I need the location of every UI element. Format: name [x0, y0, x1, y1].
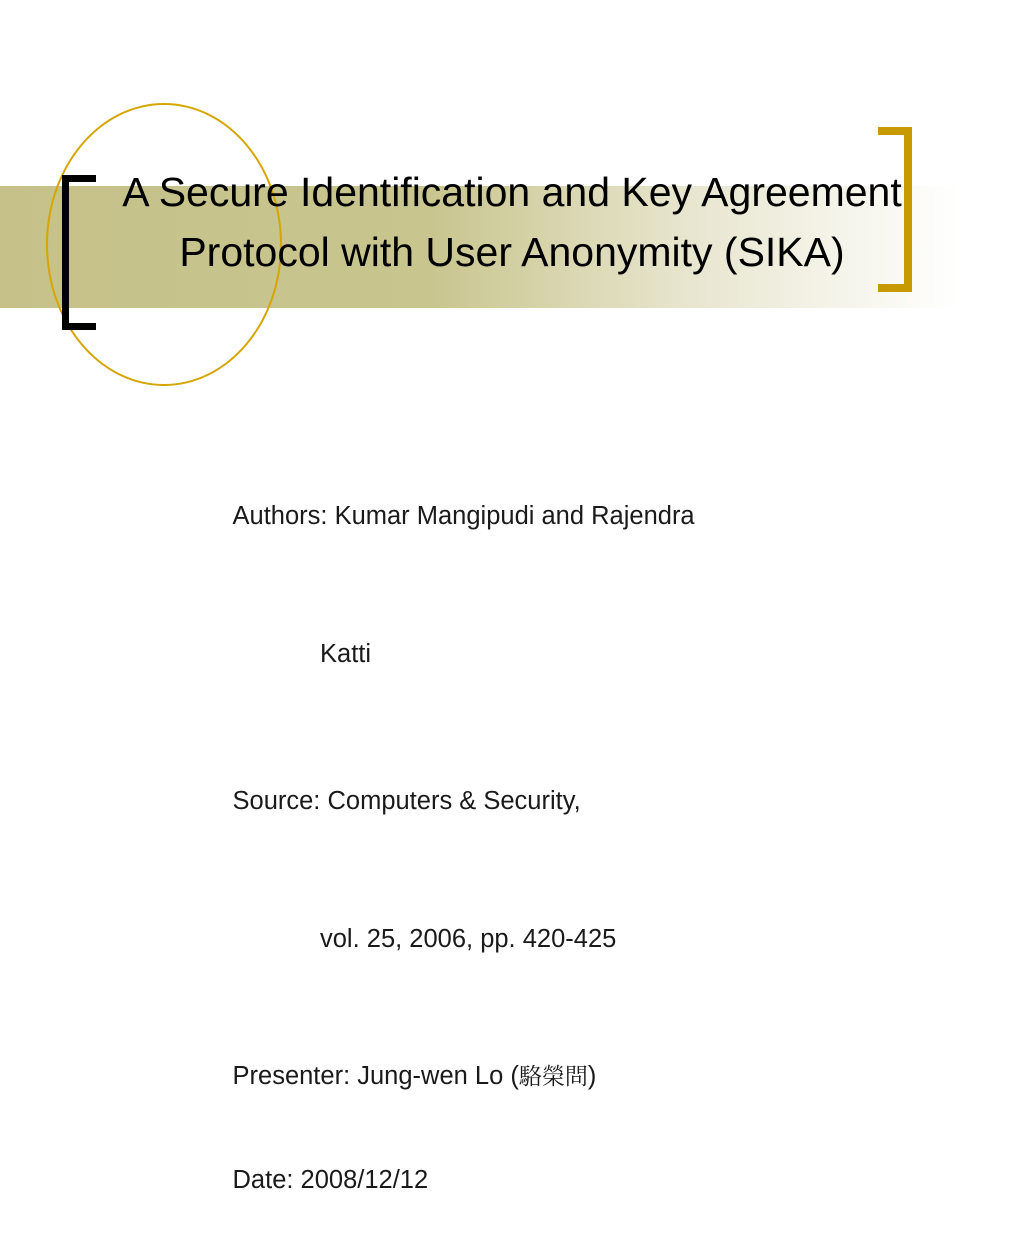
authors-line [190, 466, 890, 568]
authors-continuation-text: Katti [320, 639, 372, 668]
presenter-line [190, 1027, 890, 1129]
date-line [190, 1130, 890, 1232]
left-bracket-icon [62, 175, 96, 330]
page-title: A Secure Identification and Key Agreement Protocol with User Anonymity (SIKA) [122, 169, 902, 275]
source-continuation-text: vol. 25, 2006, pp. 420-425 [320, 924, 617, 953]
source-continuation-line [190, 855, 890, 1025]
authors-text: Authors: Kumar Mangipudi and Rajendra [232, 501, 695, 530]
presentation-metadata [190, 466, 890, 1234]
presenter-name-cjk: 駱榮問 [518, 1064, 588, 1091]
source-text: Source: Computers & Security, [232, 787, 581, 816]
presenter-text: Presenter: Jung-wen Lo ( [232, 1062, 519, 1091]
date-text: Date: 2008/12/12 [232, 1166, 429, 1195]
authors-continuation-line [190, 570, 890, 740]
source-line [190, 751, 890, 853]
presenter-paren-close: ) [587, 1062, 597, 1091]
